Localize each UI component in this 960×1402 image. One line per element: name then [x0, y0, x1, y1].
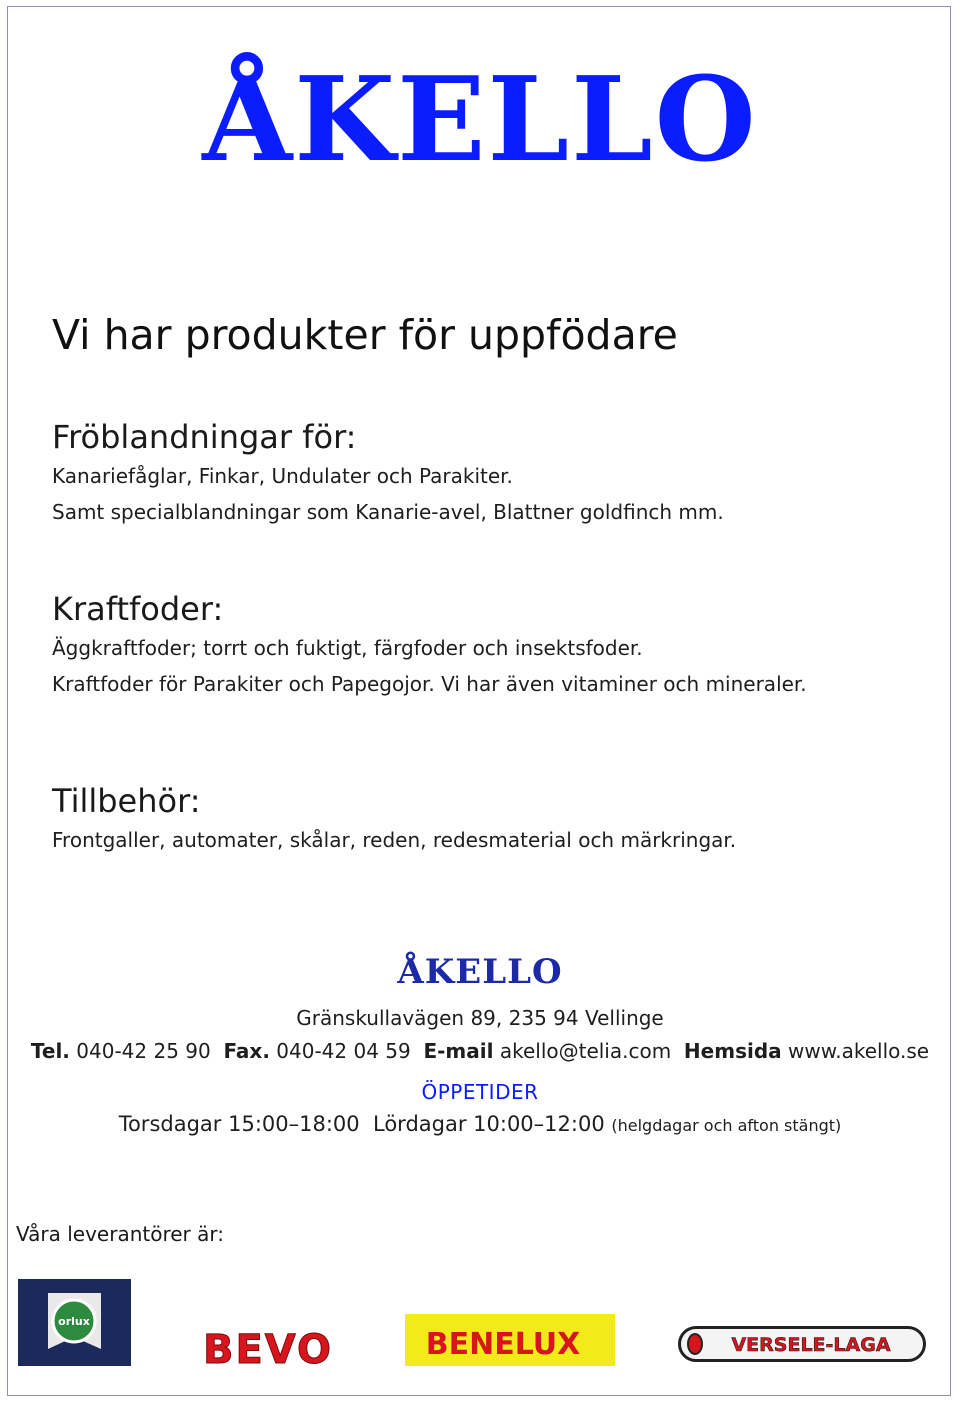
- hours-thursday: Torsdagar 15:00–18:00: [118, 1112, 360, 1136]
- bevo-logo-graphic: [196, 1325, 340, 1369]
- versele-laga-logo-graphic: [681, 1329, 923, 1359]
- contact-brand: ÅKELLO: [397, 952, 563, 992]
- contact-address: Gränskullavägen 89, 235 94 Vellinge: [296, 1006, 664, 1030]
- section-title-power-feed: Kraftfoder:: [52, 590, 224, 628]
- orlux-emblem-icon: [18, 1279, 131, 1366]
- hours-saturday: Lördagar 10:00–12:00: [373, 1112, 605, 1136]
- tel-value: 040-42 25 90: [76, 1039, 211, 1063]
- fax-value: 040-42 04 59: [276, 1039, 411, 1063]
- email-label: E-mail: [423, 1039, 494, 1063]
- versele-laga-logo-text: VERSELE-LAGA: [731, 1334, 891, 1356]
- bevo-logo: [196, 1325, 340, 1369]
- hours-note: (helgdagar och afton stängt): [611, 1116, 842, 1135]
- page-headline: Vi har produkter för uppfödare: [52, 311, 678, 359]
- suppliers-label: Våra leverantörer är:: [16, 1222, 224, 1246]
- web-label: Hemsida: [683, 1039, 782, 1063]
- contact-line: [0, 1039, 960, 1063]
- bevo-logo-text: BEVO: [202, 1327, 334, 1369]
- versele-laga-egg-icon: [688, 1334, 702, 1354]
- section-line: Kraftfoder för Parakiter och Papegojor. Vi har även vitaminer och mineraler.: [52, 672, 807, 696]
- email-link[interactable]: akello@telia.com: [499, 1039, 672, 1063]
- brand-title: ÅKELLO: [202, 52, 758, 188]
- section-line: Äggkraftfoder; torrt och fuktigt, färgfoder och insektsfoder.: [52, 636, 643, 660]
- web-link[interactable]: www.akello.se: [788, 1039, 930, 1063]
- section-title-accessories: Tillbehör:: [52, 782, 201, 820]
- page-border: [7, 6, 951, 1396]
- section-line: Frontgaller, automater, skålar, reden, redesmaterial och märkringar.: [52, 828, 737, 852]
- fax-label: Fax.: [223, 1039, 270, 1063]
- section-line: Samt specialblandningar som Kanarie-avel, Blattner goldfinch mm.: [52, 500, 724, 524]
- benelux-logo: [405, 1314, 615, 1366]
- orlux-logo: [18, 1279, 131, 1366]
- benelux-logo-graphic: [405, 1314, 615, 1366]
- versele-laga-logo: [678, 1326, 926, 1362]
- benelux-logo-text: BENELUX: [425, 1327, 581, 1362]
- opening-hours-title: ÖPPETIDER: [421, 1080, 539, 1104]
- section-line: Kanariefåglar, Finkar, Undulater och Parakiter.: [52, 464, 513, 488]
- opening-hours: [0, 1112, 960, 1136]
- section-title-seed-mixes: Fröblandningar för:: [52, 418, 357, 456]
- orlux-logo-text: orlux: [58, 1315, 90, 1328]
- tel-label: Tel.: [30, 1039, 70, 1063]
